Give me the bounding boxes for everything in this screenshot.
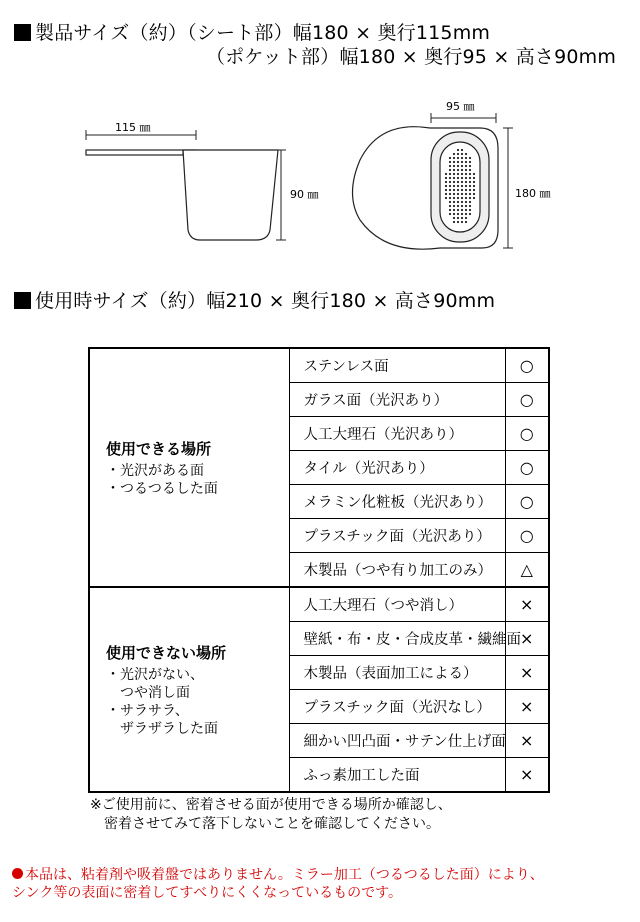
grater-hole: [457, 165, 459, 167]
grater-hole: [465, 165, 467, 167]
grater-hole: [449, 181, 451, 183]
grater-hole: [457, 217, 459, 219]
grater-hole: [457, 157, 459, 159]
grater-hole: [449, 213, 451, 215]
compatibility-mark: ×: [505, 690, 549, 724]
grater-hole: [465, 217, 467, 219]
grater-hole: [453, 201, 455, 203]
warning-notice: [12, 866, 544, 902]
usable-group-description: [89, 348, 289, 587]
surface-compatibility-table: [88, 347, 550, 793]
unusable-group-line: ザラザラした面: [106, 720, 218, 737]
grater-hole: [469, 181, 471, 183]
surface-name: 壁紙・布・皮・合成皮革・繊維面: [289, 622, 505, 656]
side-width-label: 115 ㎜: [115, 121, 151, 134]
grater-hole: [445, 173, 447, 175]
grater-hole: [445, 193, 447, 195]
grater-hole: [453, 165, 455, 167]
grater-hole: [469, 213, 471, 215]
grater-hole: [453, 161, 455, 163]
grater-hole: [445, 181, 447, 183]
front-width-dimension: [431, 113, 496, 123]
surface-name: ステンレス面: [289, 348, 505, 383]
grater-hole: [465, 169, 467, 171]
square-bullet-icon: [14, 24, 31, 41]
grater-hole: [453, 193, 455, 195]
grater-hole: [461, 197, 463, 199]
grater-hole: [461, 169, 463, 171]
grater-hole: [465, 161, 467, 163]
grater-hole: [457, 209, 459, 211]
surface-name: 木製品（表面加工による）: [289, 656, 505, 690]
grater-hole: [465, 197, 467, 199]
grater-hole: [461, 177, 463, 179]
grater-hole: [469, 169, 471, 171]
grater-hole: [473, 181, 475, 183]
compatibility-mark: ×: [505, 622, 549, 656]
grater-hole: [469, 173, 471, 175]
grater-hole: [469, 157, 471, 159]
grater-hole: [469, 185, 471, 187]
grater-hole: [465, 181, 467, 183]
grater-hole: [457, 221, 459, 223]
grater-hole: [465, 221, 467, 223]
grater-hole: [469, 165, 471, 167]
grater-hole: [449, 177, 451, 179]
pocket-size-text: （ポケット部）幅180 × 奥行95 × 高さ90mm: [206, 46, 617, 68]
grater-hole: [461, 185, 463, 187]
grater-hole: [473, 185, 475, 187]
usable-group-line: ・つるつるした面: [106, 480, 218, 497]
grater-hole: [469, 197, 471, 199]
grater-hole: [465, 157, 467, 159]
grater-hole: [461, 157, 463, 159]
grater-hole: [457, 173, 459, 175]
surface-name: ガラス面（光沢あり）: [289, 383, 505, 417]
unusable-group-description: [89, 587, 289, 792]
warning-line-1: 本品は、粘着剤や吸着盤ではありません。ミラー加工（つるつるした面）により、: [25, 867, 544, 883]
side-height-dimension: [276, 150, 286, 240]
grater-hole: [449, 193, 451, 195]
surface-name: 人工大理石（光沢あり）: [289, 417, 505, 451]
grater-hole: [453, 177, 455, 179]
grater-hole: [449, 185, 451, 187]
compatibility-mark: △: [505, 553, 549, 588]
grater-hole: [453, 169, 455, 171]
grater-hole: [465, 213, 467, 215]
grater-hole: [453, 189, 455, 191]
compatibility-mark: ○: [505, 485, 549, 519]
front-width-label: 95 ㎜: [446, 100, 475, 113]
red-dot-icon: [12, 868, 23, 879]
grater-hole: [449, 209, 451, 211]
grater-hole: [469, 177, 471, 179]
grater-hole: [457, 169, 459, 171]
grater-hole: [461, 173, 463, 175]
grater-hole: [465, 173, 467, 175]
grater-hole: [449, 197, 451, 199]
front-height-label: 180 ㎜: [515, 187, 551, 200]
grater-hole: [469, 193, 471, 195]
grater-hole: [457, 205, 459, 207]
grater-hole: [457, 193, 459, 195]
grater-hole: [449, 173, 451, 175]
grater-hole: [449, 205, 451, 207]
grater-hole: [465, 177, 467, 179]
surface-name: タイル（光沢あり）: [289, 451, 505, 485]
surface-row: [89, 348, 549, 383]
grater-hole: [461, 221, 463, 223]
grater-hole: [457, 197, 459, 199]
grater-hole: [445, 185, 447, 187]
product-dimension-diagram: [0, 80, 640, 260]
note-line-2: 密着させてみて落下しないことを確認してください。: [90, 816, 440, 832]
grater-hole: [461, 165, 463, 167]
grater-hole: [465, 209, 467, 211]
grater-hole: [469, 189, 471, 191]
grater-hole: [465, 153, 467, 155]
grater-hole: [461, 189, 463, 191]
grater-hole: [453, 181, 455, 183]
grater-hole: [453, 205, 455, 207]
note-line-1: ※ご使用前に、密着させる面が使用できる場所か確認し、: [90, 797, 452, 813]
grater-hole: [453, 153, 455, 155]
unusable-group-line: つや消し面: [106, 684, 190, 701]
grater-hole: [453, 197, 455, 199]
square-bullet-icon: [14, 292, 31, 309]
surface-name: 木製品（つや有り加工のみ）: [289, 553, 505, 588]
grater-hole: [461, 181, 463, 183]
grater-hole: [465, 189, 467, 191]
grater-hole: [465, 201, 467, 203]
grater-hole: [457, 201, 459, 203]
compatibility-mark: ○: [505, 519, 549, 553]
grater-hole: [461, 149, 463, 151]
grater-hole: [465, 205, 467, 207]
grater-hole: [465, 193, 467, 195]
side-height-label: 90 ㎜: [290, 188, 319, 201]
compatibility-mark: ○: [505, 383, 549, 417]
compatibility-mark: ×: [505, 758, 549, 793]
grater-hole: [449, 161, 451, 163]
grater-hole: [453, 217, 455, 219]
usable-group-line: ・光沢がある面: [106, 462, 204, 479]
product-size-text: 製品サイズ（約）（シート部）幅180 × 奥行115mm: [35, 22, 491, 44]
grater-hole: [461, 209, 463, 211]
grater-hole: [449, 169, 451, 171]
grater-hole: [461, 161, 463, 163]
grater-hole: [453, 213, 455, 215]
grater-hole: [453, 157, 455, 159]
grater-hole: [461, 193, 463, 195]
use-size-text: 使用時サイズ（約）幅210 × 奥行180 × 高さ90mm: [35, 290, 496, 312]
compatibility-mark: ○: [505, 348, 549, 383]
surface-name: ふっ素加工した面: [289, 758, 505, 793]
surface-name: プラスチック面（光沢あり）: [289, 519, 505, 553]
grater-hole: [461, 201, 463, 203]
grater-hole: [453, 221, 455, 223]
grater-hole: [473, 197, 475, 199]
compatibility-mark: ×: [505, 587, 549, 622]
grater-hole: [469, 201, 471, 203]
warning-line-2: シンク等の表面に密着してすべりにくくなっているものです。: [12, 885, 402, 901]
grater-hole: [449, 165, 451, 167]
grater-hole: [453, 173, 455, 175]
grater-hole: [449, 201, 451, 203]
grater-hole: [457, 213, 459, 215]
grater-hole: [461, 153, 463, 155]
compatibility-mark: ×: [505, 724, 549, 758]
grater-hole: [461, 217, 463, 219]
compatibility-mark: ○: [505, 417, 549, 451]
grater-hole: [457, 185, 459, 187]
grater-hole: [445, 197, 447, 199]
usable-group-title: 使用できる場所: [106, 439, 212, 458]
grater-hole: [473, 173, 475, 175]
grater-hole: [465, 185, 467, 187]
use-size-heading: [14, 286, 495, 313]
compatibility-mark: ○: [505, 451, 549, 485]
grater-hole: [449, 157, 451, 159]
usage-note: [90, 796, 452, 834]
grater-hole: [445, 189, 447, 191]
unusable-group-line: ・光沢がない、: [106, 666, 204, 683]
front-view-drawing: [353, 127, 499, 250]
grater-hole: [473, 193, 475, 195]
surface-name: メラミン化粧板（光沢あり）: [289, 485, 505, 519]
grater-hole: [457, 177, 459, 179]
grater-hole: [457, 161, 459, 163]
surface-name: 人工大理石（つや消し）: [289, 587, 505, 622]
side-view-drawing: [86, 150, 278, 240]
grater-hole: [469, 205, 471, 207]
grater-hole: [473, 177, 475, 179]
grater-hole: [449, 189, 451, 191]
surface-name: 細かい凹凸面・サテン仕上げ面: [289, 724, 505, 758]
surface-row: [89, 587, 549, 622]
grater-hole: [457, 149, 459, 151]
front-height-dimension: [503, 128, 513, 248]
grater-hole: [445, 177, 447, 179]
grater-hole: [461, 213, 463, 215]
grater-hole: [473, 189, 475, 191]
product-size-heading: [14, 18, 490, 45]
surface-name: プラスチック面（光沢なし）: [289, 690, 505, 724]
unusable-group-title: 使用できない場所: [106, 643, 227, 662]
grater-hole: [453, 185, 455, 187]
grater-hole: [469, 209, 471, 211]
grater-hole: [457, 181, 459, 183]
grater-hole: [469, 161, 471, 163]
grater-hole: [457, 153, 459, 155]
grater-hole: [457, 189, 459, 191]
compatibility-mark: ×: [505, 656, 549, 690]
grater-hole: [461, 205, 463, 207]
grater-hole: [453, 209, 455, 211]
unusable-group-line: ・サラサラ、: [106, 702, 189, 719]
